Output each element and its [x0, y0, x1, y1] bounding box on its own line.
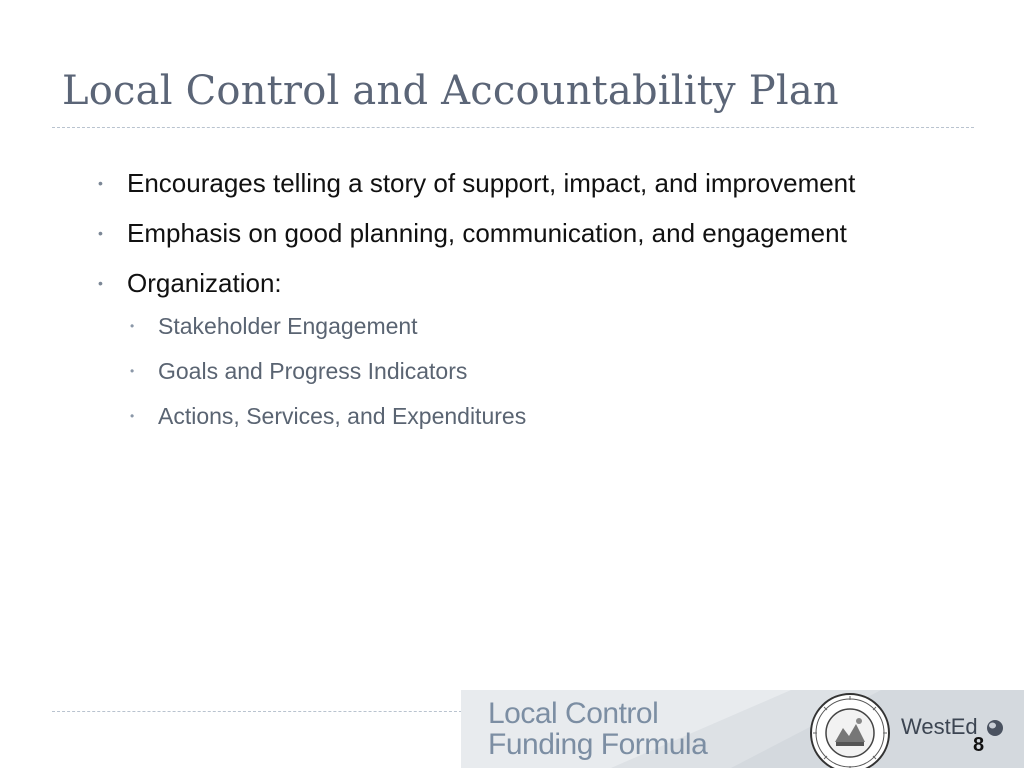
slide-title: Local Control and Accountability Plan — [62, 68, 839, 114]
wested-logo — [901, 714, 1004, 740]
footer-banner — [461, 690, 1024, 768]
bullet-item — [96, 163, 856, 203]
bullet-text: Encourages telling a story of support, impact, and improvement — [127, 168, 856, 198]
lcff-line-2: Funding Formula — [488, 728, 708, 761]
sub-bullet-text: Actions, Services, and Expenditures — [158, 403, 527, 429]
bullet-marker: • — [98, 275, 103, 291]
wested-label: WestEd — [901, 714, 978, 739]
footer-divider — [52, 711, 462, 712]
bullet-item — [96, 263, 856, 303]
sub-bullet-item — [96, 311, 856, 341]
seal-icon — [809, 692, 891, 768]
sub-bullet-item — [96, 356, 856, 386]
bullet-text: Emphasis on good planning, communication, and engagement — [127, 218, 847, 248]
sub-bullet-marker: • — [130, 409, 135, 423]
sub-bullet-marker: • — [130, 319, 135, 333]
bullet-marker: • — [98, 225, 103, 241]
sub-bullet-text: Stakeholder Engagement — [158, 313, 418, 339]
globe-icon — [986, 719, 1004, 737]
bullet-text: Organization: — [127, 268, 282, 298]
lcff-line-1: Local Control — [488, 697, 659, 730]
bullet-marker: • — [98, 175, 103, 191]
lcff-logo-text — [488, 698, 707, 760]
bullet-list — [96, 163, 856, 446]
page-number: 8 — [973, 734, 985, 756]
title-divider — [52, 127, 974, 128]
sub-bullet-text: Goals and Progress Indicators — [158, 358, 468, 384]
sub-bullet-item — [96, 401, 856, 431]
bullet-item — [96, 213, 856, 253]
sub-bullet-marker: • — [130, 364, 135, 378]
